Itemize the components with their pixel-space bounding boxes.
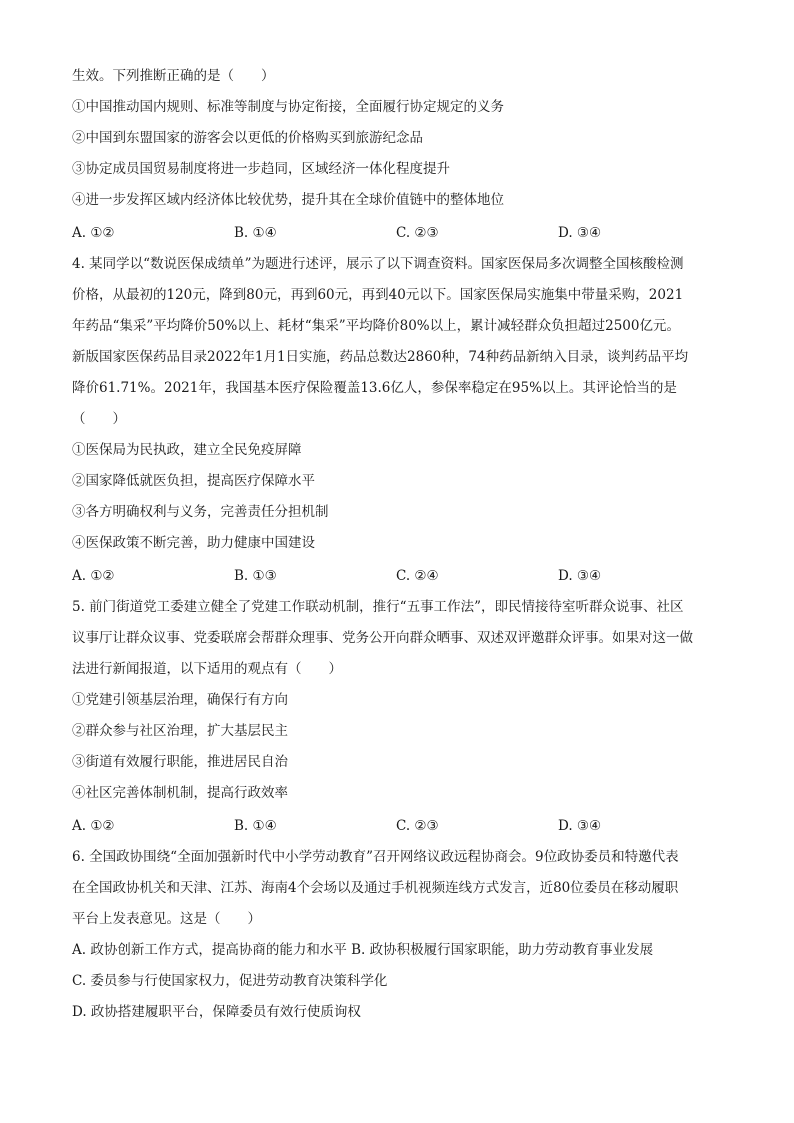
q4-options — [72, 566, 732, 586]
q5-statement-3: ③街道有效履行职能，推进居民自治 — [72, 754, 288, 770]
q5-statement-2: ②群众参与社区治理，扩大基层民主 — [72, 723, 288, 739]
q6-stem-line-1: 6. 全国政协围绕“全面加强新时代中小学劳动教育”召开网络议政远程协商会。9位政协委员和特邀代表 — [72, 849, 679, 865]
q3-statement-3: ③协定成员国贸易制度将进一步趋同，区域经济一体化程度提升 — [72, 161, 450, 177]
q5-stem-line-3: 法进行新闻报道，以下适用的观点有（ ） — [72, 661, 342, 677]
q5-statement-1: ①党建引领基层治理，确保行有方向 — [72, 692, 288, 708]
q4-statement-4: ④医保政策不断完善，助力健康中国建设 — [72, 535, 315, 551]
q5-stem-line-1: 5. 前门街道党工委建立健全了党建工作联动机制，推行“五事工作法”，即民情接待室听群众说事、社区 — [72, 599, 684, 615]
q4-option-d: D. ③④ — [558, 568, 602, 584]
q5-option-b: B. ①④ — [234, 818, 277, 834]
q6-stem-line-2: 在全国政协机关和天津、江苏、海南4个会场以及通过手机视频连线方式发言，近80位委员在移动履职 — [72, 880, 679, 896]
q4-statement-2: ②国家降低就医负担，提高医疗保障水平 — [72, 473, 315, 489]
q4-stem-line-1: 4. 某同学以“数说医保成绩单”为题进行述评，展示了以下调查资料。国家医保局多次调整全国核酸检测 — [72, 256, 684, 272]
q4-stem-line-2: 价格，从最初的120元，降到80元，再到60元，再到40元以下。国家医保局实施集中带量采购，2021 — [72, 287, 684, 303]
q5-statement-4: ④社区完善体制机制，提高行政效率 — [72, 785, 288, 801]
q6-option-a-b: A. 政协创新工作方式，提高协商的能力和水平 B. 政协积极履行国家职能，助力劳动教育事业发展 — [72, 942, 654, 958]
q3-options — [72, 223, 732, 243]
q3-statement-4: ④进一步发挥区域内经济体比较优势，提升其在全球价值链中的整体地位 — [72, 192, 504, 208]
q3-statement-1: ①中国推动国内规则、标准等制度与协定衔接，全面履行协定规定的义务 — [72, 99, 504, 115]
q4-option-c: C. ②④ — [396, 568, 439, 584]
q4-stem-line-3: 年药品“集采”平均降价50%以上、耗材“集采”平均降价80%以上，累计减轻群众负担超过2500亿元。 — [72, 318, 680, 334]
q4-stem-line-4: 新版国家医保药品目录2022年1月1日实施，药品总数达2860种，74种药品新纳入目录，谈判药品平均 — [72, 349, 689, 365]
q4-stem-line-6: （ ） — [72, 411, 126, 427]
q3-option-a: A. ①② — [72, 225, 115, 241]
q3-statement-2: ②中国到东盟国家的游客会以更低的价格购买到旅游纪念品 — [72, 130, 423, 146]
q6-stem-line-3: 平台上发表意见。这是（ ） — [72, 911, 261, 927]
q4-stem-line-5: 降价61.71%。2021年，我国基本医疗保险覆盖13.6亿人，参保率稳定在95%以上。其评论恰当的是 — [72, 380, 677, 396]
q5-option-c: C. ②③ — [396, 818, 439, 834]
q6-option-c: C. 委员参与行使国家权力，促进劳动教育决策科学化 — [72, 973, 388, 989]
q4-statement-3: ③各方明确权利与义务，完善责任分担机制 — [72, 504, 329, 520]
q6-option-d: D. 政协搭建履职平台，保障委员有效行使质询权 — [72, 1004, 361, 1020]
q5-option-d: D. ③④ — [558, 818, 602, 834]
q5-options — [72, 816, 732, 836]
q5-stem-line-2: 议事厅让群众议事、党委联席会帮群众理事、党务公开向群众晒事、双述双评邀群众评事。如果对这一做 — [72, 630, 693, 646]
q3-stem-tail: 生效。下列推断正确的是（ ） — [72, 68, 275, 84]
q4-option-a: A. ①② — [72, 568, 115, 584]
q4-option-b: B. ①③ — [234, 568, 277, 584]
q3-option-c: C. ②③ — [396, 225, 439, 241]
q3-option-b: B. ①④ — [234, 225, 277, 241]
q4-statement-1: ①医保局为民执政，建立全民免疫屏障 — [72, 442, 302, 458]
q3-option-d: D. ③④ — [558, 225, 602, 241]
q5-option-a: A. ①② — [72, 818, 115, 834]
